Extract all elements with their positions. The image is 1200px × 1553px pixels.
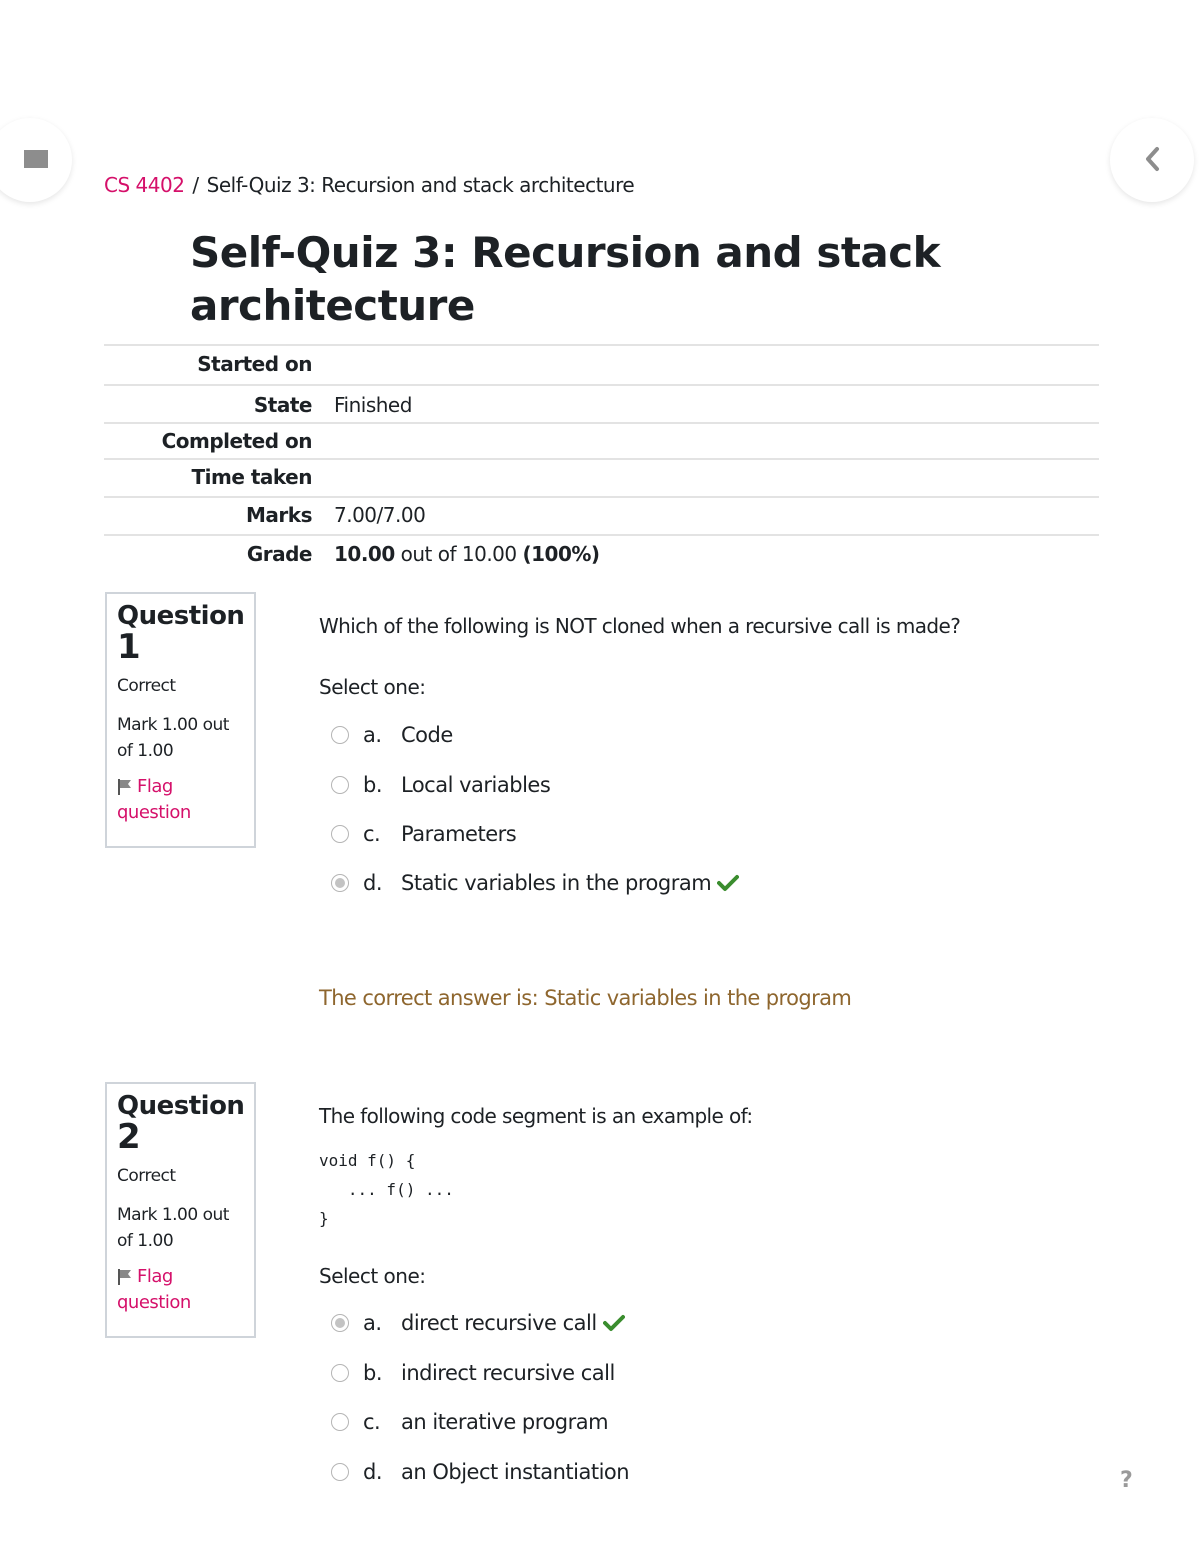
breadcrumb-separator: / [192, 173, 199, 197]
summary-row-grade [104, 534, 1099, 576]
question-number: 2 [117, 1117, 141, 1157]
answer-option-b[interactable] [331, 1358, 615, 1388]
radio-button[interactable] [331, 1413, 349, 1431]
option-text: direct recursive call [401, 1311, 597, 1335]
option-text: Static variables in the program [401, 871, 712, 895]
flag-icon [117, 778, 133, 796]
option-letter: a. [363, 723, 382, 747]
answer-option-a[interactable] [331, 720, 453, 750]
question-text: The following code segment is an example of: [319, 1104, 753, 1128]
flag-question-label: Flag question [117, 776, 191, 823]
summary-row-completed [104, 422, 1099, 458]
summary-value: Finished [334, 393, 412, 417]
breadcrumb-course-link[interactable]: CS 4402 [104, 173, 185, 197]
grade-percent: (100%) [522, 542, 600, 566]
option-letter: b. [363, 773, 383, 797]
summary-label: State [253, 393, 312, 417]
flag-icon [117, 1268, 133, 1286]
question-state: Correct [117, 676, 176, 696]
question-info-2 [105, 1082, 256, 1338]
flag-question-label: Flag question [117, 1266, 191, 1313]
flag-question-link[interactable] [117, 1264, 244, 1316]
summary-row-state [104, 384, 1099, 422]
summary-row-started [104, 344, 1099, 384]
radio-button-selected[interactable] [331, 874, 349, 892]
summary-label: Started on [197, 352, 312, 376]
square-icon [24, 150, 48, 168]
option-text: an Object instantiation [401, 1460, 630, 1484]
option-letter: c. [363, 822, 381, 846]
answer-option-d[interactable] [331, 868, 739, 898]
select-one-label: Select one: [319, 675, 426, 699]
summary-row-time-taken [104, 458, 1099, 496]
answer-option-c[interactable] [331, 1407, 608, 1437]
option-letter: a. [363, 1311, 382, 1335]
answer-option-b[interactable] [331, 770, 550, 800]
question-mark: Mark 1.00 out of 1.00 [117, 715, 229, 761]
option-letter: d. [363, 871, 383, 895]
radio-button[interactable] [331, 1364, 349, 1382]
option-text: an iterative program [401, 1410, 609, 1434]
answer-option-d[interactable] [331, 1457, 629, 1487]
option-letter: b. [363, 1361, 383, 1385]
chevron-left-icon [1144, 146, 1160, 172]
option-letter: d. [363, 1460, 383, 1484]
radio-button[interactable] [331, 726, 349, 744]
quiz-summary-table [104, 344, 1099, 576]
flag-question-link[interactable] [117, 774, 244, 826]
code-segment: void f() { ... f() ... } [319, 1151, 454, 1228]
option-text: indirect recursive call [401, 1361, 615, 1385]
radio-button[interactable] [331, 825, 349, 843]
drawer-toggle-button[interactable] [1110, 118, 1194, 202]
check-icon [603, 1314, 625, 1332]
question-state: Correct [117, 1166, 176, 1186]
answer-option-c[interactable] [331, 819, 516, 849]
nav-drawer-button[interactable] [0, 118, 72, 202]
breadcrumb-current: Self-Quiz 3: Recursion and stack architecture [206, 173, 635, 197]
summary-label: Time taken [191, 465, 312, 489]
summary-label: Completed on [161, 429, 312, 453]
answer-option-a[interactable] [331, 1308, 625, 1338]
correct-answer-feedback: The correct answer is: Static variables in the program [319, 986, 852, 1010]
check-icon [717, 874, 739, 892]
radio-button[interactable] [331, 776, 349, 794]
breadcrumb [104, 173, 634, 197]
summary-label: Marks [246, 503, 312, 527]
option-text: Local variables [401, 773, 551, 797]
option-text: Code [401, 723, 453, 747]
grade-value: 10.00 [334, 542, 395, 566]
question-mark: Mark 1.00 out of 1.00 [117, 1205, 229, 1251]
question-info-1 [105, 592, 256, 848]
question-label: Question [117, 1091, 245, 1121]
grade-out-of: out of 10.00 [394, 542, 523, 566]
select-one-label: Select one: [319, 1264, 426, 1288]
radio-button-selected[interactable] [331, 1314, 349, 1332]
summary-label: Grade [246, 542, 312, 566]
page-title: Self-Quiz 3: Recursion and stack architecture [190, 228, 941, 330]
question-number: 1 [117, 627, 141, 667]
summary-row-marks [104, 496, 1099, 534]
help-icon[interactable]: ? [1120, 1468, 1133, 1493]
summary-value [334, 542, 600, 566]
summary-value: 7.00/7.00 [334, 503, 426, 527]
option-text: Parameters [401, 822, 517, 846]
question-text: Which of the following is NOT cloned when a recursive call is made? [319, 614, 961, 638]
radio-button[interactable] [331, 1463, 349, 1481]
question-label: Question [117, 601, 245, 631]
option-letter: c. [363, 1410, 381, 1434]
